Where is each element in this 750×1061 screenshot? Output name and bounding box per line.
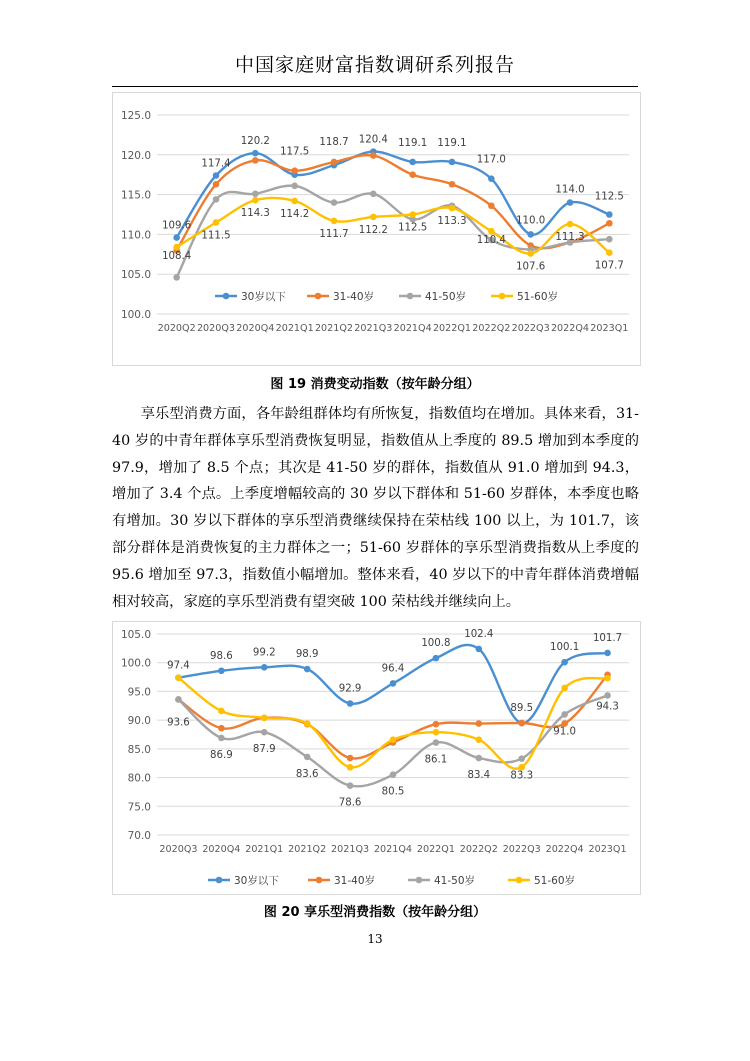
data-point bbox=[518, 764, 525, 771]
data-point bbox=[291, 183, 298, 190]
x-tick-label: 2021Q2 bbox=[314, 323, 354, 334]
body-paragraph: 享乐型消费方面，各年龄组群体均有所恢复，指数值均在增加。具体来看，31-40 岁的中青年群体享乐型消费恢复明显，指数值从上季度的 89.5 增加到本季度的 97.9，增加了 8.5 个点；其次是 41-50 岁的群体，指数值从 91.0 增加到 94.3，增加了 3.4 个点。上季度增幅较高的 30 岁以下群体和 51-60 岁群体，本季度也略有增加。30 岁以下群体的享乐型消费继续保持在荣枯线 100 以上，为 101.7，该部分群体是消费恢复的主力群体之一；51-60 岁群体的享乐型消费指数从上季度的 95.6 增加至 97.3，指数值小幅增加。整体来看，40 岁以下的中青年群体消费增幅相对较高，家庭的享乐型消费有望突破 100 荣枯线并继续向上。 bbox=[112, 406, 639, 610]
data-point bbox=[347, 764, 354, 771]
x-tick-label: 2021Q2 bbox=[288, 844, 327, 855]
data-label: 78.6 bbox=[338, 797, 362, 809]
legend-marker bbox=[407, 293, 414, 300]
data-label: 114.2 bbox=[280, 208, 310, 220]
data-point bbox=[390, 771, 397, 778]
header-divider bbox=[112, 86, 638, 87]
data-point bbox=[291, 167, 298, 174]
legend-label: 30岁以下 bbox=[241, 291, 286, 303]
data-label: 111.3 bbox=[555, 232, 585, 244]
x-tick-label: 2021Q3 bbox=[354, 323, 393, 334]
data-label: 97.4 bbox=[167, 660, 190, 672]
legend-marker bbox=[499, 293, 506, 300]
data-point bbox=[347, 700, 354, 707]
data-label: 83.6 bbox=[295, 768, 319, 780]
data-point bbox=[604, 675, 611, 682]
legend-marker bbox=[316, 877, 323, 884]
data-label: 101.7 bbox=[592, 632, 623, 644]
data-point bbox=[261, 729, 268, 736]
data-label: 112.2 bbox=[358, 224, 388, 236]
data-point bbox=[347, 755, 354, 762]
data-point bbox=[449, 159, 456, 166]
data-point bbox=[561, 685, 568, 692]
series-line bbox=[177, 155, 610, 250]
data-point bbox=[606, 211, 613, 218]
data-point bbox=[252, 191, 259, 198]
data-label: 98.9 bbox=[295, 649, 319, 661]
data-point bbox=[304, 754, 311, 761]
y-tick-label: 75.0 bbox=[127, 801, 151, 814]
data-point bbox=[331, 218, 338, 225]
y-tick-label: 105.0 bbox=[120, 269, 151, 282]
data-label: 119.1 bbox=[437, 137, 467, 149]
data-point bbox=[347, 782, 354, 789]
data-label: 110.0 bbox=[516, 215, 546, 227]
data-label: 110.4 bbox=[476, 235, 506, 247]
data-point bbox=[304, 666, 311, 673]
data-point bbox=[390, 680, 397, 687]
legend-marker bbox=[416, 877, 423, 884]
data-label: 102.4 bbox=[464, 628, 494, 640]
data-label: 112.5 bbox=[398, 222, 428, 234]
data-label: 117.5 bbox=[280, 146, 310, 158]
data-point bbox=[213, 172, 220, 179]
data-label: 113.3 bbox=[437, 216, 467, 228]
x-tick-label: 2021Q3 bbox=[331, 844, 370, 855]
legend-label: 41-50岁 bbox=[425, 291, 467, 303]
figure-19-caption: 图 19 消费变动指数（按年龄分组） bbox=[270, 377, 480, 392]
data-label: 80.5 bbox=[381, 786, 405, 798]
x-tick-label: 2020Q2 bbox=[157, 323, 196, 334]
data-label: 117.4 bbox=[201, 158, 231, 170]
data-point bbox=[218, 735, 225, 742]
y-tick-label: 95.0 bbox=[127, 686, 151, 699]
figure-19-chart bbox=[112, 92, 641, 366]
y-tick-label: 100.0 bbox=[120, 309, 151, 321]
data-point bbox=[606, 249, 613, 256]
page-number: 13 bbox=[367, 932, 383, 946]
x-tick-label: 2021Q4 bbox=[373, 844, 413, 855]
data-point bbox=[304, 720, 311, 727]
data-label: 83.3 bbox=[510, 770, 534, 782]
data-point bbox=[173, 234, 180, 241]
data-point bbox=[518, 720, 525, 727]
data-point bbox=[175, 696, 182, 703]
data-label: 93.6 bbox=[167, 717, 190, 729]
data-label: 107.6 bbox=[516, 261, 546, 273]
x-tick-label: 2022Q1 bbox=[416, 844, 455, 855]
legend-marker bbox=[223, 293, 230, 300]
data-point bbox=[175, 674, 182, 681]
data-point bbox=[173, 274, 180, 281]
data-point bbox=[561, 659, 568, 666]
data-point bbox=[488, 175, 495, 182]
legend-marker bbox=[315, 293, 322, 300]
data-point bbox=[409, 211, 416, 218]
data-point bbox=[527, 250, 534, 257]
x-tick-label: 2020Q4 bbox=[202, 844, 241, 855]
y-tick-label: 125.0 bbox=[120, 110, 151, 122]
x-tick-label: 2022Q2 bbox=[459, 844, 498, 855]
data-point bbox=[173, 244, 180, 251]
data-label: 91.0 bbox=[553, 726, 576, 738]
data-label: 109.6 bbox=[162, 220, 192, 232]
data-label: 114.0 bbox=[555, 184, 585, 196]
data-point bbox=[331, 199, 338, 206]
data-point bbox=[488, 228, 495, 235]
data-point bbox=[252, 197, 259, 204]
figure-20-caption: 图 20 享乐型消费指数（按年龄分组） bbox=[263, 905, 487, 920]
data-point bbox=[252, 157, 259, 164]
figure-20-svg bbox=[113, 622, 640, 894]
data-label: 111.7 bbox=[319, 228, 349, 240]
data-point bbox=[567, 221, 574, 228]
data-point bbox=[606, 220, 613, 227]
legend-marker bbox=[516, 877, 523, 884]
data-label: 94.3 bbox=[596, 701, 619, 713]
data-label: 108.4 bbox=[162, 251, 192, 263]
data-point bbox=[390, 736, 397, 743]
legend-label: 51-60岁 bbox=[534, 875, 576, 887]
x-tick-label: 2020Q3 bbox=[159, 844, 198, 855]
x-tick-label: 2023Q1 bbox=[588, 844, 627, 855]
data-point bbox=[567, 199, 574, 206]
x-tick-label: 2022Q3 bbox=[502, 844, 541, 855]
data-point bbox=[331, 159, 338, 166]
data-point bbox=[476, 755, 483, 762]
data-point bbox=[370, 152, 377, 159]
x-tick-label: 2020Q4 bbox=[236, 323, 275, 334]
data-point bbox=[606, 236, 613, 243]
y-tick-label: 90.0 bbox=[127, 715, 151, 728]
data-point bbox=[433, 655, 440, 662]
x-tick-label: 2022Q1 bbox=[432, 323, 472, 334]
data-label: 118.7 bbox=[319, 137, 349, 149]
data-label: 83.4 bbox=[467, 770, 491, 782]
legend-label: 31-40岁 bbox=[334, 875, 376, 887]
figure-19-svg bbox=[113, 93, 640, 365]
x-tick-label: 2022Q4 bbox=[545, 844, 584, 855]
data-point bbox=[213, 181, 220, 188]
data-label: 112.5 bbox=[594, 191, 624, 203]
data-label: 89.5 bbox=[510, 703, 534, 715]
data-point bbox=[409, 159, 416, 166]
x-tick-label: 2021Q4 bbox=[393, 323, 432, 334]
data-label: 120.4 bbox=[358, 134, 388, 146]
data-point bbox=[213, 219, 220, 226]
data-label: 100.1 bbox=[550, 642, 580, 654]
data-point bbox=[218, 725, 225, 732]
legend-label: 51-60岁 bbox=[517, 291, 559, 303]
data-point bbox=[433, 729, 440, 736]
data-label: 111.5 bbox=[201, 230, 231, 242]
data-point bbox=[527, 231, 534, 238]
data-label: 114.3 bbox=[240, 208, 270, 220]
data-point bbox=[218, 708, 225, 715]
y-tick-label: 100.0 bbox=[120, 657, 151, 670]
x-tick-label: 2023Q1 bbox=[590, 323, 629, 334]
data-label: 92.9 bbox=[338, 683, 362, 695]
figure-20-chart bbox=[112, 621, 641, 895]
data-point bbox=[433, 721, 440, 728]
data-point bbox=[252, 150, 259, 157]
data-point bbox=[261, 664, 268, 671]
y-tick-label: 80.0 bbox=[127, 772, 151, 785]
data-label: 96.4 bbox=[381, 663, 405, 675]
legend-marker bbox=[216, 877, 223, 884]
x-tick-label: 2020Q3 bbox=[196, 323, 236, 334]
data-point bbox=[561, 711, 568, 718]
data-point bbox=[518, 755, 525, 762]
x-tick-label: 2022Q4 bbox=[550, 323, 590, 334]
y-tick-label: 115.0 bbox=[120, 189, 151, 202]
data-label: 87.9 bbox=[252, 744, 276, 756]
data-point bbox=[218, 667, 225, 674]
data-label: 99.2 bbox=[252, 647, 276, 659]
data-point bbox=[370, 191, 377, 198]
x-tick-label: 2021Q1 bbox=[245, 844, 284, 855]
y-tick-label: 120.0 bbox=[120, 149, 151, 162]
data-label: 120.2 bbox=[240, 136, 270, 148]
legend-label: 30岁以下 bbox=[234, 875, 279, 887]
legend-label: 31-40岁 bbox=[333, 291, 375, 303]
y-tick-label: 70.0 bbox=[127, 830, 151, 842]
x-tick-label: 2021Q1 bbox=[275, 323, 314, 334]
data-point bbox=[370, 214, 377, 221]
data-point bbox=[476, 720, 483, 727]
data-label: 86.9 bbox=[210, 749, 233, 761]
data-label: 98.6 bbox=[210, 650, 233, 662]
data-label: 100.8 bbox=[421, 638, 451, 650]
x-tick-label: 2022Q2 bbox=[472, 323, 511, 334]
data-point bbox=[604, 692, 611, 699]
data-point bbox=[476, 736, 483, 743]
report-header-title: 中国家庭财富指数调研系列报告 bbox=[234, 54, 515, 76]
data-point bbox=[604, 650, 611, 657]
data-point bbox=[476, 646, 483, 653]
data-point bbox=[449, 205, 456, 212]
y-tick-label: 110.0 bbox=[120, 229, 151, 242]
data-point bbox=[213, 196, 220, 203]
legend-label: 41-50岁 bbox=[434, 875, 476, 887]
data-label: 117.0 bbox=[476, 154, 506, 166]
data-label: 119.1 bbox=[398, 137, 428, 149]
data-point bbox=[449, 181, 456, 188]
data-point bbox=[409, 171, 416, 178]
data-label: 86.1 bbox=[424, 754, 448, 766]
y-tick-label: 105.0 bbox=[120, 629, 151, 641]
data-point bbox=[261, 715, 268, 722]
x-tick-label: 2022Q3 bbox=[511, 323, 550, 334]
data-label: 107.7 bbox=[594, 260, 624, 272]
data-point bbox=[488, 202, 495, 209]
data-point bbox=[291, 198, 298, 205]
y-tick-label: 85.0 bbox=[127, 743, 151, 756]
data-point bbox=[433, 739, 440, 746]
